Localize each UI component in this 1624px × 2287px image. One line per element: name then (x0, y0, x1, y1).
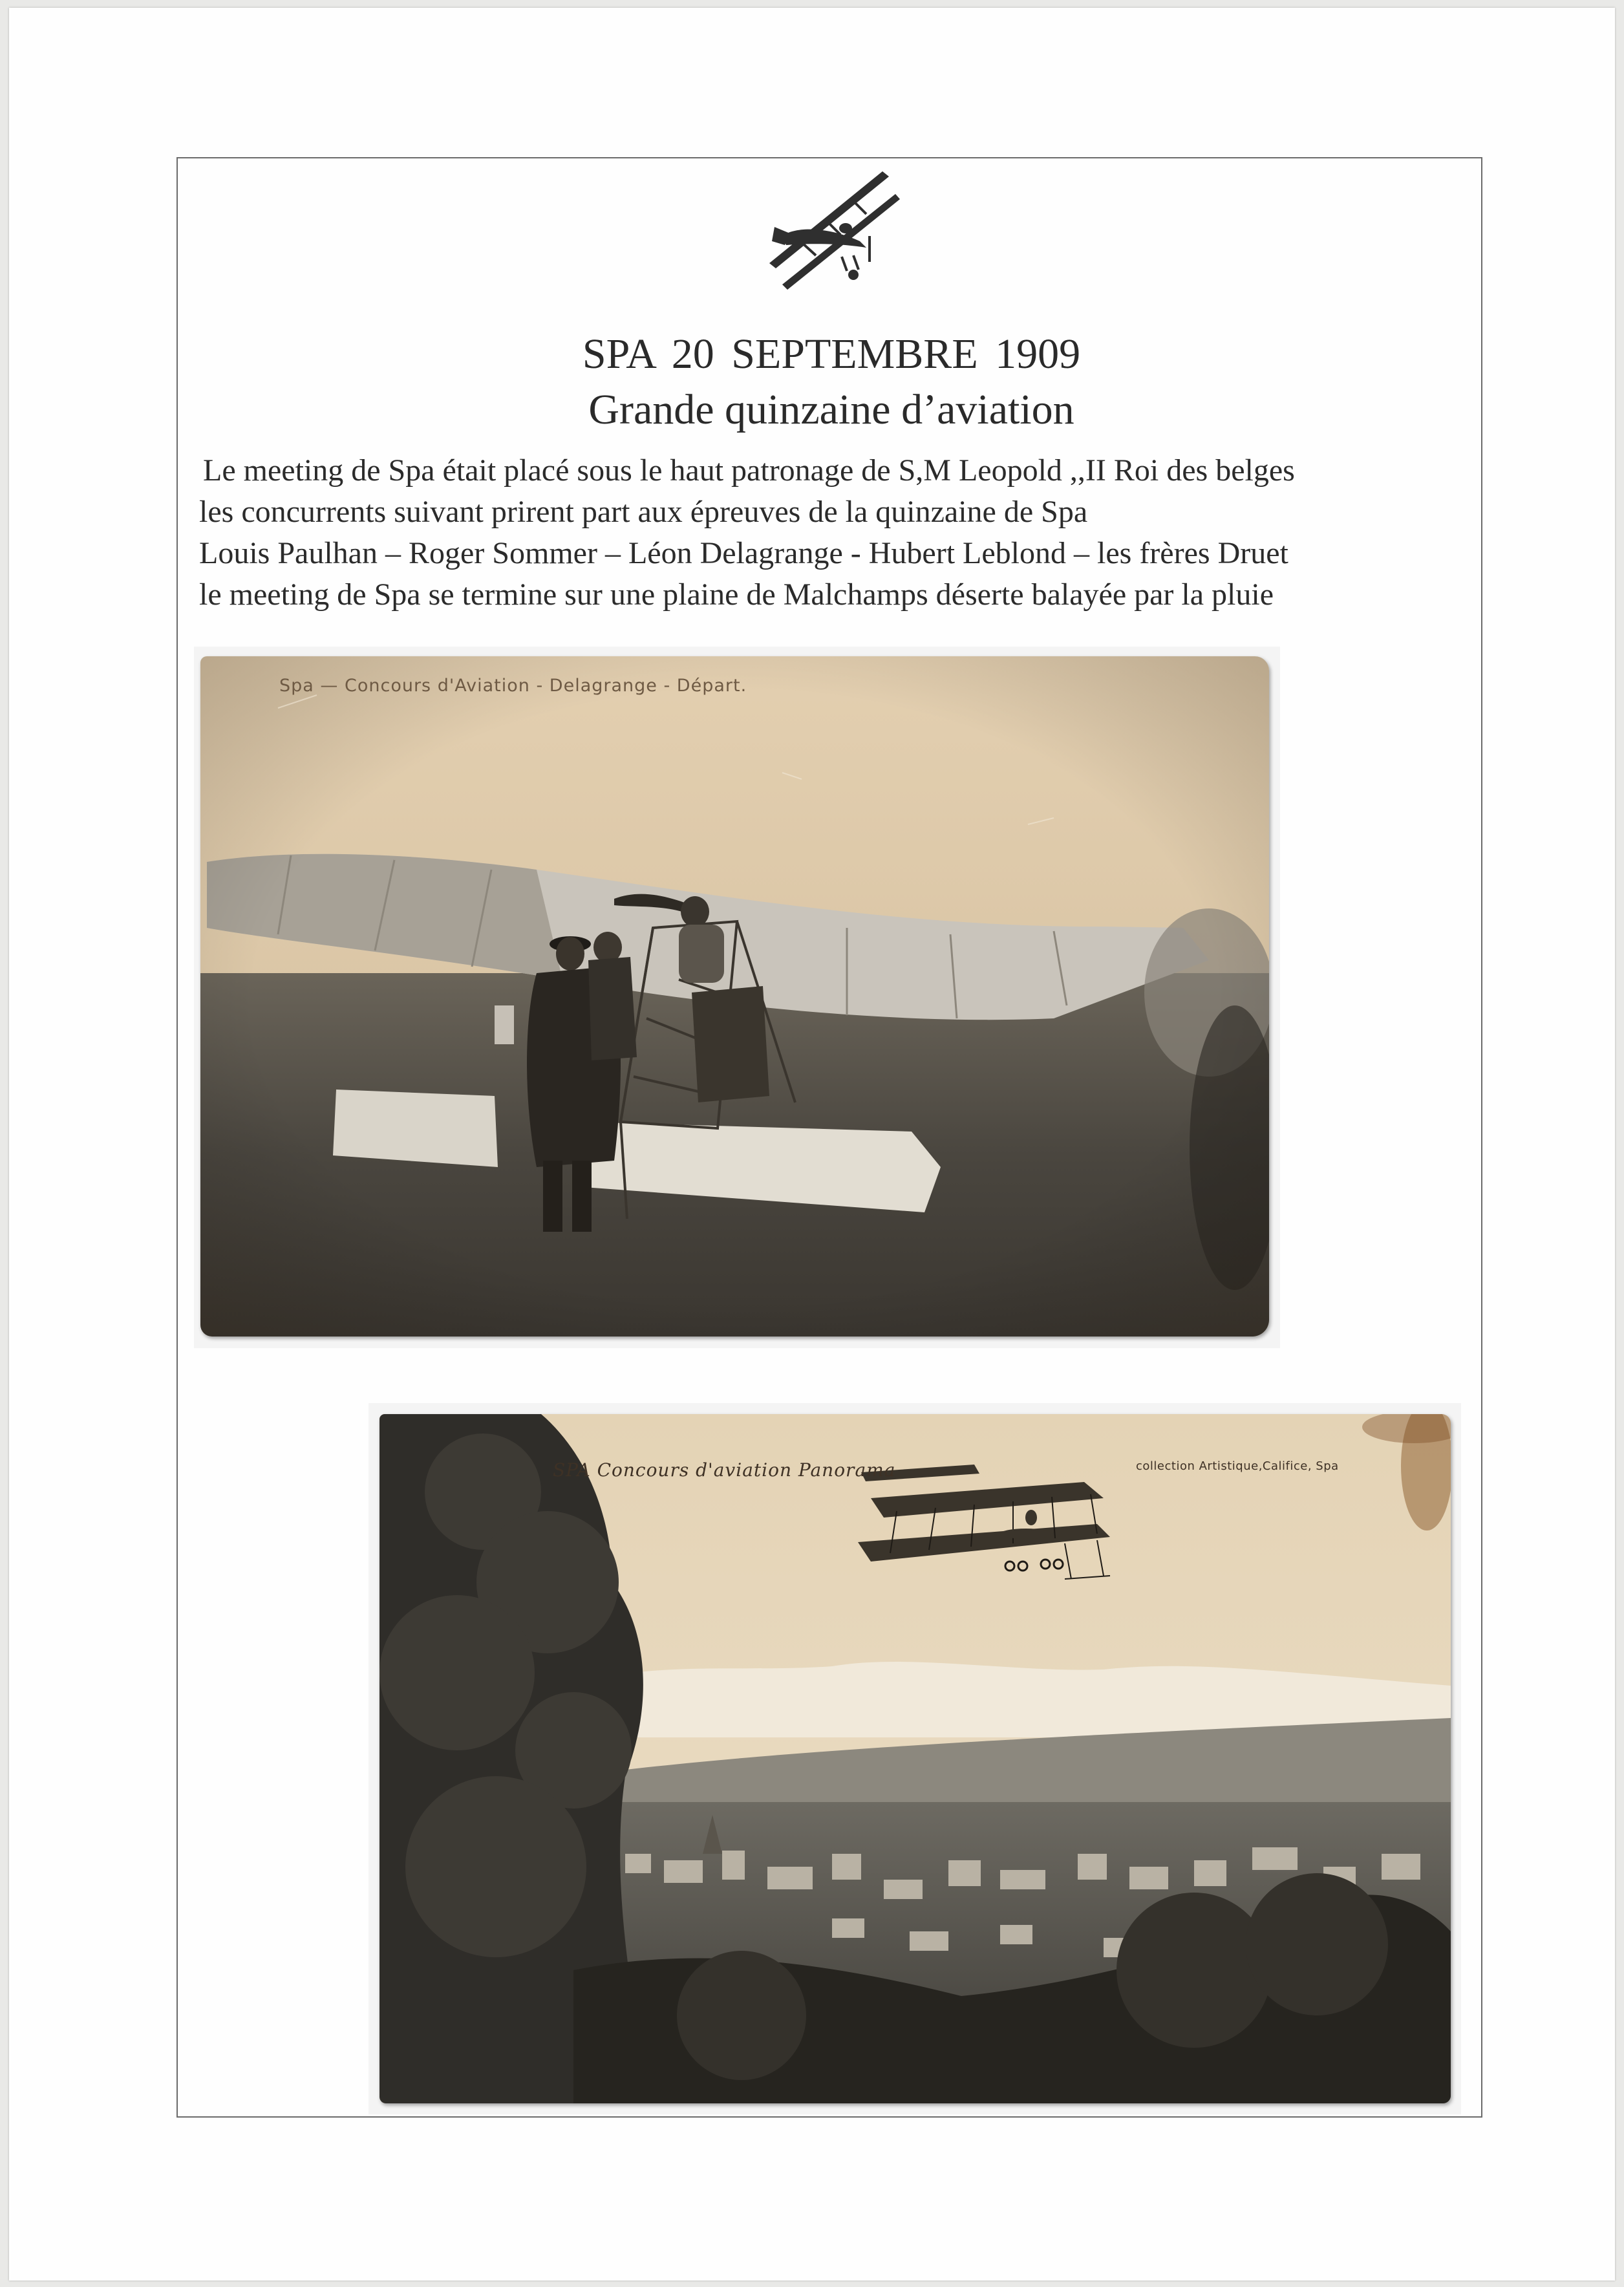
postcard-caption: SPA Concours d'aviation Panorama (553, 1459, 896, 1481)
postcard-photo (379, 1414, 1451, 2103)
postcard-publisher: collection Artistique,Califice, Spa (1136, 1459, 1339, 1473)
intro-line: Le meeting de Spa était placé sous le haut patronage de S,M Leopold ,,II Roi des belges (203, 453, 1295, 488)
postcard-caption: Spa — Concours d'Aviation - Delagrange - Départ. (279, 676, 747, 696)
intro-line: le meeting de Spa se termine sur une plaine de Malchamps déserte balayée par la pluie (199, 577, 1274, 612)
postcard-delagrange (200, 656, 1269, 1337)
intro-line: les concurrents suivant prirent part aux épreuves de la quinzaine de Spa (199, 495, 1088, 529)
intro-line: Louis Paulhan – Roger Sommer – Léon Delagrange - Hubert Leblond – les frères Druet (199, 536, 1288, 570)
page-title: SPA 20 SEPTEMBRE 1909 (582, 330, 1081, 378)
postcard-photo (200, 656, 1269, 1337)
page-subtitle: Grande quinzaine d’aviation (588, 386, 1074, 433)
postcard-panorama (379, 1414, 1451, 2103)
intro-text (199, 450, 1466, 616)
biplane-icon (756, 165, 908, 297)
